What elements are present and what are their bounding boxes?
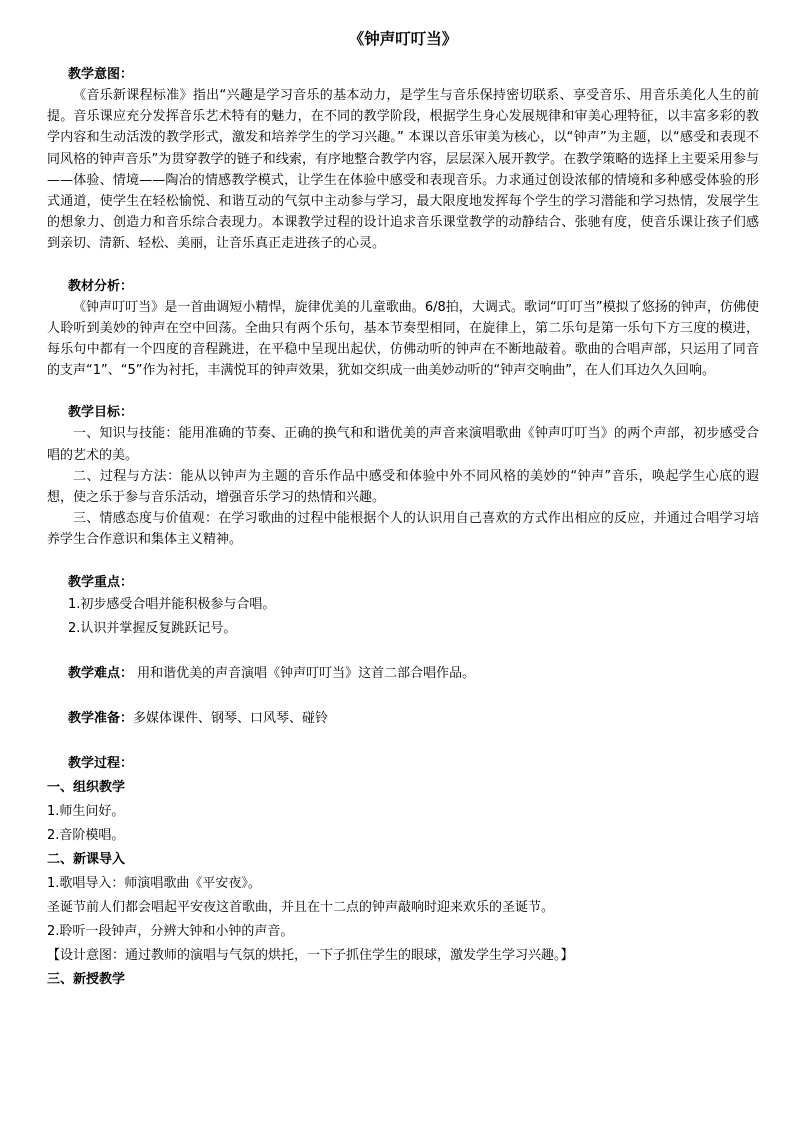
process-item: 1.歌唱导入：师演唱歌曲《平安夜》。 bbox=[47, 875, 261, 891]
process-item: 1.师生问好。 bbox=[47, 803, 125, 819]
process-heading: 教学过程： bbox=[68, 755, 134, 771]
preparation-line bbox=[47, 707, 759, 731]
key-point-item: 2.认识并掌握反复跳跃记号。 bbox=[68, 620, 237, 636]
difficulty-label: 教学难点： bbox=[68, 665, 134, 681]
design-intent-note: 【设计意图：通过教师的演唱与气氛的烘托，一下子抓住学生的眼球，激发学生学习兴趣。】 bbox=[47, 947, 574, 963]
analysis-paragraph: 《钟声叮叮当》是一首曲调短小精悍，旋律优美的儿童歌曲。6/8拍，大调式。歌词“叮叮当”模拟了悠扬的钟声，仿佛使人聆听到美妙的钟声在空中回荡。全曲只有两个乐句，基本节奏型相同，在旋律上，第二乐句是第一乐句下方三度的模进，每乐句中都有一个四度的音程跳进，在平稳中呈现出起伏，仿佛动听的钟声在不断地敲着。歌曲的合唱声部，只运用了同音的支声“1”、“5”作为衬托，丰满悦耳的钟声效果，犹如交织成一曲美妙动听的“钟声交响曲”，在人们耳边久久回响。 bbox=[47, 299, 759, 379]
preparation-label: 教学准备： bbox=[68, 710, 134, 726]
key-points-heading: 教学重点： bbox=[68, 574, 134, 590]
analysis-heading: 教材分析： bbox=[68, 278, 134, 294]
goal-item-knowledge: 一、知识与技能：能用准确的节奏、正确的换气和和谐优美的声音来演唱歌曲《钟声叮叮当》的两个声部，初步感受合唱的艺术的美。 bbox=[47, 426, 759, 463]
goal-item-emotion: 三、情感态度与价值观：在学习歌曲的过程中能根据个人的认识用自己喜欢的方式作出相应的反应，并通过合唱学习培养学生合作意识和集体主义精神。 bbox=[47, 511, 759, 548]
difficulty-line bbox=[47, 662, 759, 686]
goal-item-process: 二、过程与方法：能从以钟声为主题的音乐作品中感受和体验中外不同风格的美妙的“钟声”音乐，唤起学生心底的遐想，使之乐于参与音乐活动，增强音乐学习的热情和兴趣。 bbox=[47, 468, 759, 506]
section-title-new-lesson: 三、新授教学 bbox=[47, 971, 126, 987]
goals-heading: 教学目标： bbox=[68, 405, 134, 421]
difficulty-text: 用和谐优美的声音演唱《钟声叮叮当》这首二部合唱作品。 bbox=[133, 665, 476, 681]
key-point-item: 1.初步感受合唱并能积极参与合唱。 bbox=[68, 596, 276, 612]
intent-heading: 教学意图： bbox=[68, 67, 134, 82]
process-item: 圣诞节前人们都会唱起平安夜这首歌曲，并且在十二点的钟声敲响时迎来欢乐的圣诞节。 bbox=[47, 899, 555, 915]
intent-paragraph: 《音乐新课程标准》指出“兴趣是学习音乐的基本动力，是学生与音乐保持密切联系、享受音乐、用音乐美化人生的前提。音乐课应充分发挥音乐艺术特有的魅力，在不同的教学阶段，根据学生身心发展规律和审美心理特征，以丰富多彩的教学内容和生动活泼的教学形式，激发和培养学生的学习兴趣。” 本课以音乐审美为核心，以“钟声”为主题，以“感受和表现不同风格的钟声音乐”为贯穿教学的链子和线索，有序地整合教学内容，层层深入展开教学。在教学策略的选择上主要采用参与——体验、情境——陶冶的情感教学模式，让学生在体验中感受和表现音乐。力求通过创设浓郁的情境和多种感受体验的形式通道，使学生在轻松愉悦、和谐互动的气氛中主动参与学习，最大限度地发挥每个学生的学习潜能和学习热情，发展学生的想象力、创造力和音乐综合表现力。本课教学过程的设计追求音乐课堂教学的动静结合、张驰有度，使音乐课让孩子们感到亲切、清新、轻松、美丽，让音乐真正走进孩子的心灵。 bbox=[47, 88, 759, 252]
section-title-intro: 二、新课导入 bbox=[47, 851, 126, 867]
document-page bbox=[47, 28, 759, 992]
section-title-organize: 一、组织教学 bbox=[47, 779, 126, 795]
process-item: 2.聆听一段钟声，分辨大钟和小钟的声音。 bbox=[47, 923, 294, 939]
process-item: 2.音阶模唱。 bbox=[47, 827, 125, 843]
preparation-text: 多媒体课件、钢琴、口风琴、碰铃 bbox=[133, 710, 329, 726]
document-title: 《钟声叮叮当》 bbox=[348, 30, 458, 48]
